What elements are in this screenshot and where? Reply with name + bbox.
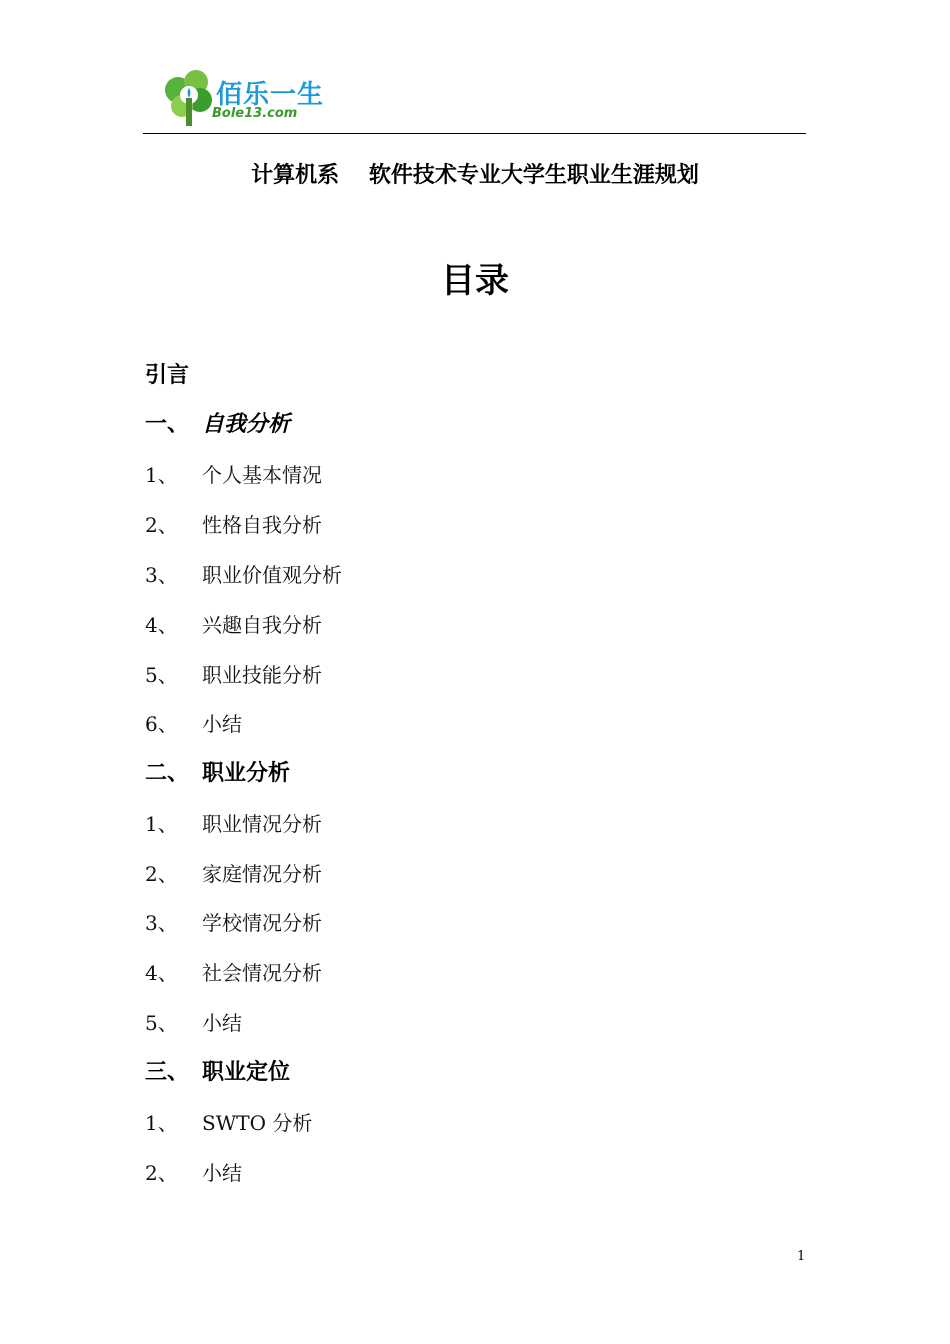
tree-logo-icon: [160, 68, 216, 128]
document-subtitle: 计算机系 软件技术专业大学生职业生涯规划: [251, 163, 699, 188]
item-number: 2、: [145, 862, 178, 886]
item-text: 小结: [202, 712, 242, 736]
item-number: 3、: [145, 563, 178, 587]
toc-item[interactable]: [145, 808, 322, 837]
item-number: 4、: [145, 961, 178, 985]
section-title: 职业分析: [202, 761, 291, 786]
logo-text-chinese: 佰乐一生: [216, 80, 325, 110]
toc-item[interactable]: [145, 907, 322, 936]
toc-section-3[interactable]: [145, 1055, 290, 1086]
toc-intro-label: 引言: [145, 363, 190, 388]
toc-section-2[interactable]: [145, 756, 290, 787]
item-number: 5、: [145, 663, 178, 687]
toc-item[interactable]: [145, 1107, 312, 1136]
toc-item[interactable]: [145, 609, 322, 638]
toc-intro[interactable]: [145, 358, 189, 389]
item-number: 3、: [145, 911, 178, 935]
item-number: 1、: [145, 463, 178, 487]
item-number: 1、: [145, 812, 178, 836]
item-number: 1、: [145, 1111, 178, 1135]
item-text: 社会情况分析: [202, 961, 322, 985]
item-number: 6、: [145, 712, 178, 736]
bole-logo: [160, 68, 340, 130]
section-number: 一、: [145, 412, 190, 437]
page-number: 1: [797, 1249, 806, 1264]
toc-item[interactable]: [145, 1007, 242, 1036]
toc-item[interactable]: [145, 459, 322, 488]
item-text: 性格自我分析: [202, 513, 322, 537]
section-title: 自我分析: [202, 412, 291, 437]
toc-item[interactable]: [145, 509, 322, 538]
logo-text-english: Bole13.com: [212, 106, 298, 121]
item-number: 5、: [145, 1011, 178, 1035]
item-number: 2、: [145, 513, 178, 537]
item-text: 家庭情况分析: [202, 862, 322, 886]
page-title: 目录: [441, 261, 509, 301]
toc-item[interactable]: [145, 1157, 242, 1186]
toc-item[interactable]: [145, 559, 342, 588]
item-text: 职业情况分析: [202, 812, 322, 836]
section-title: 职业定位: [202, 1060, 291, 1085]
toc-section-1[interactable]: [145, 407, 290, 438]
toc-item[interactable]: [145, 957, 322, 986]
toc-item[interactable]: [145, 659, 322, 688]
toc-item[interactable]: [145, 708, 242, 737]
item-text: 职业价值观分析: [202, 563, 342, 587]
item-text: 小结: [202, 1161, 242, 1185]
toc-item[interactable]: [145, 858, 322, 887]
item-text: 职业技能分析: [202, 663, 322, 687]
item-text: 兴趣自我分析: [202, 613, 322, 637]
section-number: 三、: [145, 1060, 190, 1085]
item-number: 2、: [145, 1161, 178, 1185]
item-number: 4、: [145, 613, 178, 637]
item-text: 学校情况分析: [202, 911, 322, 935]
item-text: 个人基本情况: [202, 463, 322, 487]
section-number: 二、: [145, 761, 190, 786]
header-divider: [143, 133, 806, 134]
item-text: 小结: [202, 1011, 242, 1035]
item-text: SWTO 分析: [202, 1111, 313, 1135]
